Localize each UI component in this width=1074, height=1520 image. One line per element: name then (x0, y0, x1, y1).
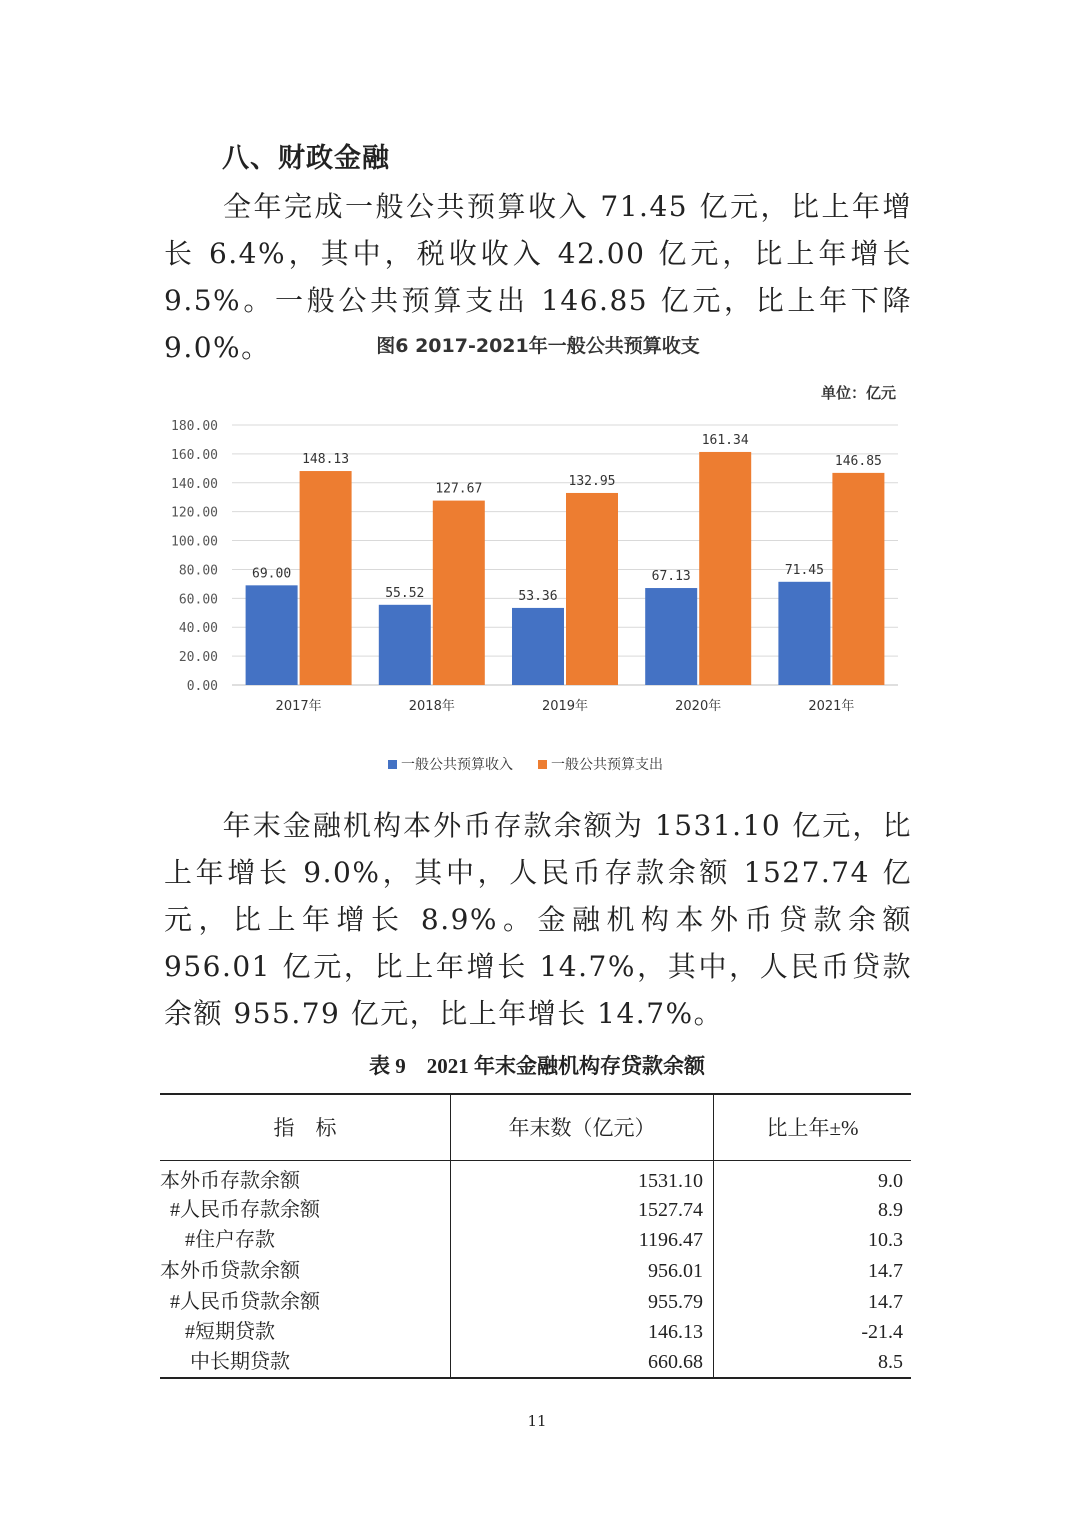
y-tick-label: 20.00 (178, 650, 218, 666)
table-row (160, 1195, 911, 1226)
y-tick-label: 120.00 (171, 505, 218, 521)
row-value: 1527.74 (451, 1195, 714, 1226)
data-label: 67.13 (651, 569, 691, 585)
data-label: 132.95 (568, 473, 616, 489)
revenue-bar (778, 582, 830, 685)
y-tick-label: 160.00 (171, 447, 218, 463)
row-indicator: #短期贷款 (160, 1321, 275, 1344)
header-change: 比上年±% (714, 1094, 912, 1160)
row-value: 146.13 (451, 1317, 714, 1348)
deposit-loan-table (160, 1093, 911, 1379)
row-change: 14.7 (714, 1256, 912, 1287)
y-tick-label: 60.00 (178, 592, 218, 608)
x-tick-label: 2021年 (808, 699, 855, 714)
row-indicator: #住户存款 (160, 1229, 275, 1252)
page-number: 11 (527, 1412, 547, 1430)
expenditure-bar (566, 493, 618, 685)
x-tick-label: 2018年 (408, 699, 455, 714)
x-tick-label: 2017年 (275, 699, 322, 714)
budget-chart (160, 322, 912, 790)
row-indicator: #人民币存款余额 (160, 1198, 320, 1221)
y-tick-label: 0.00 (186, 679, 218, 694)
row-indicator: #人民币贷款余额 (160, 1290, 320, 1313)
data-label: 161.34 (701, 432, 749, 448)
paragraph-finance-text: 年末金融机构本外币存款余额为 1531.10 亿元，比上年增长 9.0%，其中，人民币存款余额 1527.74 亿元，比上年增长 8.9%。金融机构本外币贷款余额 956.01 亿元，比上年增长 14.7%，其中，人民币贷款余额 955.79 亿元，比上年增长 14.7%。 (164, 809, 912, 1030)
row-change: 14.7 (714, 1286, 912, 1317)
table-header-row (160, 1094, 911, 1160)
expenditure-bar (832, 473, 884, 685)
data-label: 71.45 (784, 562, 824, 578)
table-row (160, 1286, 911, 1317)
data-label: 127.67 (435, 481, 483, 497)
row-change: 10.3 (714, 1225, 912, 1256)
row-indicator: 中长期贷款 (160, 1351, 290, 1374)
row-change: -21.4 (714, 1317, 912, 1348)
row-change: 9.0 (714, 1160, 912, 1195)
y-tick-label: 100.00 (171, 534, 218, 550)
legend-label: 一般公共预算收入 (401, 757, 513, 773)
chart-unit-label: 单位：亿元 (820, 384, 896, 402)
row-value: 1531.10 (451, 1160, 714, 1195)
y-tick-label: 140.00 (171, 476, 218, 492)
row-indicator: 本外币贷款余额 (160, 1259, 300, 1282)
header-indicator: 指 标 (273, 1116, 337, 1141)
paragraph-budget-text: 全年完成一般公共预算收入 71.45 亿元，比上年增长 6.4%，其中，税收收入 42.00 亿元，比上年增长 9.5%。一般公共预算支出 146.85 亿元，比上年下降 9.0%。 (164, 190, 912, 364)
legend-swatch (388, 760, 397, 769)
row-value: 955.79 (451, 1286, 714, 1317)
expenditure-bar (300, 471, 352, 685)
revenue-bar (246, 585, 298, 685)
data-label: 55.52 (385, 585, 425, 601)
row-value: 660.68 (451, 1347, 714, 1378)
data-label: 69.00 (252, 566, 292, 582)
table-row (160, 1160, 911, 1195)
expenditure-bar (699, 452, 751, 685)
section-heading: 八、财政金融 (222, 143, 390, 174)
table-row (160, 1225, 911, 1256)
table-row (160, 1347, 911, 1378)
data-label: 148.13 (302, 452, 350, 468)
budget-chart-svg (160, 322, 912, 790)
table-row (160, 1317, 911, 1348)
row-indicator: 本外币存款余额 (160, 1169, 300, 1192)
row-change: 8.5 (714, 1347, 912, 1378)
table-title: 表 9 2021 年末金融机构存贷款余额 (369, 1054, 705, 1078)
revenue-bar (512, 608, 564, 685)
row-change: 8.9 (714, 1195, 912, 1226)
paragraph-finance (164, 802, 912, 1037)
y-tick-label: 80.00 (178, 563, 218, 579)
y-tick-label: 40.00 (178, 621, 218, 637)
legend-swatch (538, 760, 547, 769)
expenditure-bar (433, 501, 485, 685)
table-row (160, 1256, 911, 1287)
data-label: 53.36 (518, 588, 558, 604)
chart-title: 图6 2017-2021年一般公共预算收支 (376, 335, 700, 357)
x-tick-label: 2020年 (675, 699, 722, 714)
y-tick-label: 180.00 (171, 419, 218, 434)
data-label: 146.85 (834, 453, 882, 469)
revenue-bar (645, 588, 697, 685)
x-tick-label: 2019年 (541, 699, 589, 714)
row-value: 956.01 (451, 1256, 714, 1287)
revenue-bar (379, 605, 431, 685)
legend-label: 一般公共预算支出 (551, 757, 663, 773)
row-value: 1196.47 (451, 1225, 714, 1256)
header-year-end-value: 年末数（亿元） (451, 1094, 714, 1160)
